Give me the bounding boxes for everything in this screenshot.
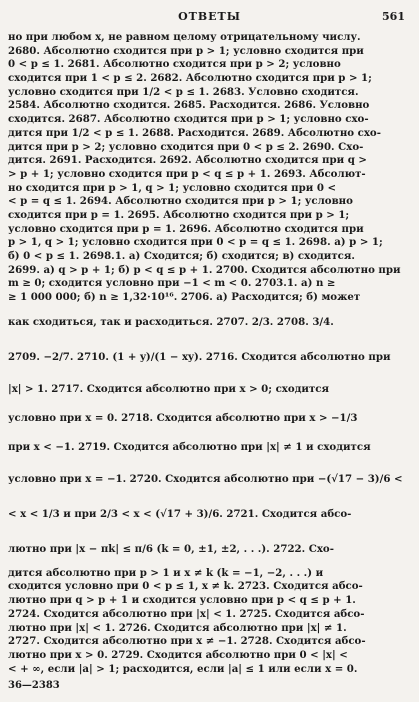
text-line: лютно при |x| < 1. 2726. Сходится абсолютно при |x| ≠ 1. [8,621,347,634]
text-line: условно сходится при p = 1. 2696. Абсолютно сходится при [8,222,364,235]
text-line: б) 0 < p ≤ 1. 2698.1. а) Сходится; б) сходится; в) сходится. [8,250,355,262]
text-line: при x < −1. 2719. Сходится абсолютно при |x| ≠ 1 и сходится [8,440,371,453]
text-line: сходится при 1 < p ≤ 2. 2682. Абсолютно сходится при p > 1; [8,72,372,85]
text-line: 0 < p ≤ 1. 2681. Абсолютно сходится при p > 2; условно [8,58,341,71]
text-line: условно при x = 0. 2718. Сходится абсолютно при x > −1/3 [8,411,358,424]
text-line: условно при x = −1. 2720. Сходится абсолютно при −(√17 − 3)/6 < [8,472,403,485]
text-line: лютно при |x − πk| ≤ π/6 (k = 0, ±1, ±2, . . .). 2722. Схо- [8,542,334,555]
running-title: ОТВЕТЫ [178,10,241,23]
text-line: лютно при x > 0. 2729. Сходится абсолютно при 0 < |x| < [8,648,348,661]
text-line: p > 1, q > 1; условно сходится при 0 < p = q ≤ 1. 2698. а) p > 1; [8,236,383,249]
text-line: сходится условно при 0 < p ≤ 1, x ≠ k. 2723. Сходится абсо- [8,580,363,593]
text-line: как сходиться, так и расходиться. 2707. 2/3. 2708. 3/4. [8,315,334,328]
text-line: сходится. 2687. Абсолютно сходится при p > 1; условно схо- [8,113,369,126]
text-line: 2680. Абсолютно сходится при p > 1; условно сходится при [8,44,364,57]
text-line: но сходится при p > 1, q > 1; условно сходится при 0 < [8,181,337,194]
text-line: но при любом x, не равном целому отрицательному числу. [8,31,361,43]
answers-text [8,31,411,676]
text-line: ≥ 1 000 000; б) n ≥ 1,32·10¹⁶. 2706. а) Расходится; б) может [8,291,361,304]
text-line: < p = q ≤ 1. 2694. Абсолютно сходится при p > 1; условно [8,195,353,208]
text-line: дится. 2691. Расходится. 2692. Абсолютно сходится при q > [8,154,367,167]
text-line: < + ∞, если |a| > 1; расходится, если |a| ≤ 1 или если x = 0. [8,662,358,675]
text-line: условно сходится при 1/2 < p ≤ 1. 2683. Условно сходится. [8,85,359,98]
page-number: 561 [382,10,405,23]
text-line: дится при 1/2 < p ≤ 1. 2688. Расходится. 2689. Абсолютно схо- [8,126,381,139]
text-line: 2699. а) q > p + 1; б) p < q ≤ p + 1. 2700. Сходится абсолютно при [8,263,401,276]
text-line: дится при p > 2; условно сходится при 0 < p ≤ 2. 2690. Схо- [8,140,364,153]
text-line: < x < 1/3 и при 2/3 < x < (√17 + 3)/6. 2721. Сходится абсо- [8,507,352,520]
text-line: 2727. Сходится абсолютно при x ≠ −1. 2728. Сходится абсо- [8,635,366,648]
printer-signature: 36—2383 [8,680,60,691]
text-line: сходится при p = 1. 2695. Абсолютно сходится при p > 1; [8,208,350,221]
text-line: лютно при q > p + 1 и сходится условно при p < q ≤ p + 1. [8,594,356,607]
text-line: дится абсолютно при p > 1 и x ≠ k (k = −1, −2, . . .) и [8,566,324,579]
page-header [0,10,419,28]
text-line: m ≥ 0; сходится условно при −1 < m < 0. 2703.1. а) n ≥ [8,277,336,290]
text-line: |x| > 1. 2717. Сходится абсолютно при x > 0; сходится [8,382,330,395]
text-line: 2709. −2/7. 2710. (1 + y)/(1 − xy). 2716. Сходится абсолютно при [8,350,391,363]
text-line: 2584. Абсолютно сходится. 2685. Расходится. 2686. Условно [8,99,370,112]
text-line: > p + 1; условно сходится при p < q ≤ p + 1. 2693. Абсолют- [8,167,366,180]
text-line: 2724. Сходится абсолютно при |x| < 1. 2725. Сходится абсо- [8,607,365,620]
